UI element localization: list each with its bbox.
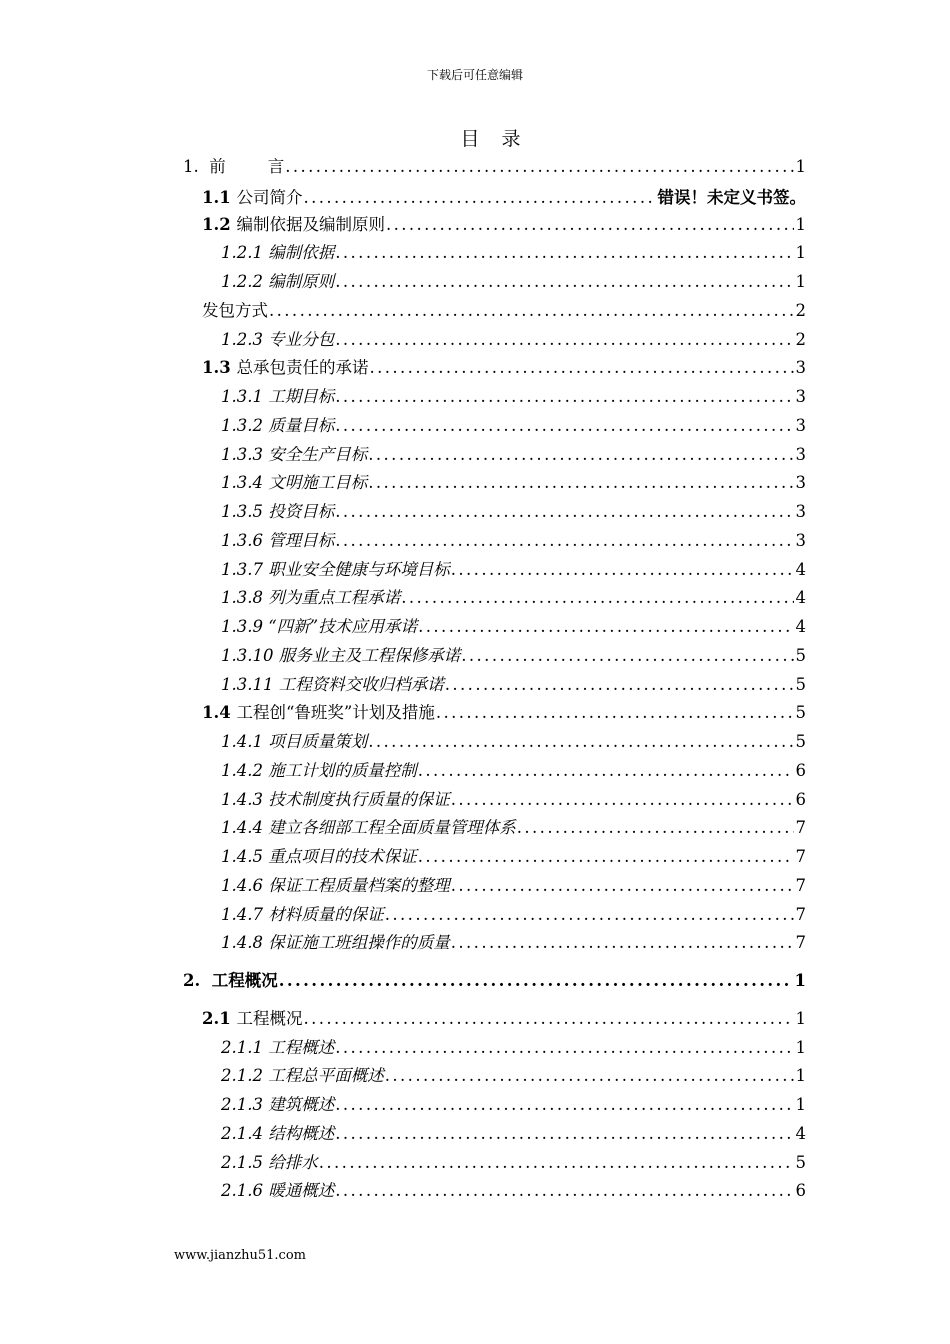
toc-entry-error: 错误！未定义书签。	[657, 187, 806, 207]
toc-entry-number: 2.1.3	[221, 1095, 269, 1114]
toc-entry-page: 5	[795, 674, 806, 694]
toc-entry-page: 1	[795, 243, 806, 263]
toc-dot-leader	[451, 558, 794, 582]
toc-entry-number: 1.3.6	[221, 530, 269, 550]
toc-entry[interactable]	[221, 1151, 806, 1175]
toc-entry-label: 给排水	[268, 1152, 318, 1172]
toc-entry-number: 1.3.11	[221, 674, 279, 694]
toc-entry-number: 1.3.4	[221, 473, 269, 493]
toc-entry-number: 1.3.2	[221, 415, 269, 435]
toc-entry[interactable]	[221, 414, 806, 438]
toc-entry[interactable]	[202, 299, 806, 323]
toc-entry-label: 职业安全健康与环境目标	[268, 559, 450, 579]
toc-entry-page: 3	[795, 530, 806, 550]
toc-entry-page: 1	[795, 214, 806, 234]
toc-entry[interactable]	[221, 874, 806, 898]
page-header: 下载后可任意编辑	[426, 68, 523, 82]
toc-entry-page: 3	[795, 387, 806, 406]
toc-entry-number: 1.4.4	[221, 818, 269, 838]
toc-entry[interactable]	[202, 186, 806, 210]
toc-dot-leader	[517, 816, 794, 840]
toc-entry[interactable]	[221, 1036, 806, 1060]
toc-entry-number: 1.3.7	[221, 559, 269, 579]
toc-entry[interactable]	[221, 558, 806, 582]
toc-entry[interactable]	[202, 356, 806, 380]
toc-dot-leader	[335, 328, 793, 352]
toc-entry-page: 7	[795, 875, 806, 895]
toc-dot-leader	[386, 213, 794, 237]
toc-entry-number: 1.4.8	[221, 933, 269, 953]
toc-entry-page: 1	[795, 157, 806, 176]
toc-entry-page: 4	[795, 1123, 806, 1143]
toc-entry-label: 专业分包	[268, 329, 335, 349]
toc-entry-page: 2	[795, 329, 806, 349]
toc-entry-label: 工程概况	[236, 1008, 303, 1028]
toc-entry[interactable]	[221, 931, 806, 955]
toc-entry-label: 材料质量的保证	[268, 904, 384, 924]
toc-entry-page: 3	[795, 358, 806, 378]
toc-dot-leader	[335, 241, 793, 265]
toc-dot-leader	[335, 385, 793, 409]
toc-dot-leader	[303, 1007, 793, 1031]
toc-entry-number: 1.4	[202, 703, 237, 723]
toc-entry-label: 编制依据及编制原则	[236, 214, 385, 234]
toc-dot-leader	[335, 529, 793, 553]
toc-entry[interactable]	[221, 471, 806, 495]
toc-dot-leader	[445, 673, 794, 697]
toc-dot-leader	[436, 701, 794, 725]
toc-dot-leader	[335, 1093, 793, 1117]
toc-entry-label: 项目质量策划	[268, 732, 368, 751]
toc-dot-leader	[418, 615, 793, 639]
toc-entry[interactable]	[183, 155, 806, 179]
toc-entry[interactable]	[221, 788, 806, 812]
toc-entry-number: 1.4.6	[221, 875, 269, 895]
toc-entry-label: 技术制度执行质量的保证	[268, 789, 450, 809]
toc-entry-page: 3	[795, 415, 806, 435]
toc-entry-number: 1.3.1	[221, 387, 269, 406]
toc-entry-number: 1.4.7	[221, 904, 269, 924]
toc-entry[interactable]	[221, 1064, 806, 1088]
toc-entry[interactable]	[221, 1122, 806, 1146]
toc-entry-page: 4	[795, 588, 806, 608]
toc-dot-leader	[335, 500, 793, 524]
toc-entry-number: 1.3.5	[221, 502, 269, 521]
toc-entry-number: 1.2	[202, 214, 237, 234]
toc-dot-leader	[368, 730, 793, 754]
toc-entry-label: 建立各细部工程全面质量管理体系	[268, 818, 516, 838]
toc-entry-label: 保证工程质量档案的整理	[268, 875, 450, 895]
toc-entry[interactable]	[221, 270, 806, 294]
toc-entry-label: 暖通概述	[268, 1181, 335, 1201]
toc-entry-page: 1	[795, 1008, 806, 1028]
toc-entry[interactable]	[221, 845, 806, 869]
toc-dot-leader	[418, 759, 794, 783]
toc-entry-number: 1.4.5	[221, 847, 269, 866]
toc-entry-page: 3	[795, 502, 806, 521]
toc-entry-number: 1.3.9	[221, 617, 269, 636]
toc-entry-label: 工程概况	[211, 971, 278, 990]
toc-dot-leader	[335, 270, 793, 294]
toc-entry-page: 3	[795, 444, 806, 464]
toc-entry[interactable]	[221, 529, 806, 553]
toc-entry-number: 2.1.6	[221, 1181, 269, 1201]
toc-entry-page: 6	[795, 1181, 806, 1201]
toc-entry-label: 工程创“鲁班奖”计划及措施	[236, 703, 435, 723]
toc-entry-page: 1	[795, 272, 806, 291]
toc-entry-page: 1	[795, 1066, 806, 1086]
toc-entry[interactable]	[221, 759, 806, 783]
toc-entry-label: 质量目标	[268, 415, 335, 435]
toc-entry[interactable]	[183, 969, 806, 993]
toc-dot-leader	[368, 471, 793, 495]
toc-entry-number: 1.4.2	[221, 760, 269, 780]
toc-entry-number: 1.2.3	[221, 329, 269, 349]
toc-entry-page: 2	[795, 300, 806, 320]
toc-entry-label: 结构概述	[268, 1123, 335, 1143]
toc-entry-number: 1.	[183, 157, 210, 176]
toc-entry-number: 2.1.2	[221, 1066, 269, 1086]
toc-entry-label: 前 言	[209, 157, 285, 176]
toc-entry[interactable]	[221, 586, 806, 610]
toc-entry-page: 4	[795, 559, 806, 579]
toc-entry-page: 7	[795, 818, 806, 838]
toc-entry-number: 1.1	[202, 187, 237, 207]
toc-dot-leader	[279, 969, 793, 993]
toc-dot-leader	[335, 1122, 793, 1146]
toc-entry-label: 总承包责任的承诺	[236, 358, 369, 378]
toc-dot-leader	[418, 845, 794, 869]
toc-dot-leader	[303, 186, 655, 210]
toc-entry[interactable]	[202, 213, 806, 237]
toc-dot-leader	[401, 586, 793, 610]
toc-entry[interactable]	[221, 615, 806, 639]
toc-entry-label: 列为重点工程承诺	[268, 588, 401, 608]
toc-entry-page: 7	[795, 904, 806, 924]
toc-entry-number: 1.4.3	[221, 789, 269, 809]
toc-dot-leader	[335, 414, 793, 438]
toc-entry[interactable]	[221, 816, 806, 840]
toc-entry-number: 2.1.1	[221, 1037, 269, 1057]
toc-entry[interactable]	[221, 500, 806, 524]
toc-dot-leader	[335, 1036, 793, 1060]
toc-dot-leader	[385, 1064, 794, 1088]
toc-entry-number: 1.3.10	[221, 645, 279, 665]
toc-entry-label: 施工计划的质量控制	[268, 760, 417, 780]
toc-entry-number: 2.1.4	[221, 1123, 269, 1143]
toc-entry-label: 投资目标	[268, 502, 335, 521]
toc-entry-label: 工程总平面概述	[268, 1066, 384, 1086]
toc-dot-leader	[319, 1151, 794, 1175]
toc-entry-page: 5	[795, 645, 806, 665]
toc-entry-page: 1	[795, 1037, 806, 1057]
toc-entry-number: 1.3.8	[221, 588, 269, 608]
toc-entry-page: 5	[795, 703, 806, 723]
toc-entry-page: 5	[795, 732, 806, 751]
toc-entry-label: 建筑概述	[268, 1095, 335, 1114]
toc-entry-label: 服务业主及工程保修承诺	[278, 645, 461, 665]
toc-entry-number: 1.2.1	[221, 243, 269, 263]
toc-dot-leader	[368, 443, 793, 467]
toc-entry[interactable]	[221, 385, 806, 409]
toc-entry-number: 2.	[183, 971, 212, 990]
toc-entry-label: 工程概述	[268, 1037, 335, 1057]
toc-dot-leader	[335, 1179, 793, 1203]
toc-entry-label: 工期目标	[268, 387, 335, 406]
toc-entry-page: 1	[794, 971, 806, 990]
toc-entry[interactable]	[221, 903, 806, 927]
toc-entry-number: 1.2.2	[221, 272, 269, 291]
toc-entry-label: 公司简介	[236, 187, 303, 207]
toc-dot-leader	[285, 155, 793, 179]
toc-dot-leader	[451, 874, 794, 898]
toc-entry[interactable]	[202, 701, 806, 725]
toc-entry[interactable]	[221, 673, 806, 697]
toc-entry-label: “四新”技术应用承诺	[268, 617, 418, 636]
toc-entry-label: 工程资料交收归档承诺	[278, 674, 444, 694]
toc-entry-number: 1.3	[202, 358, 237, 378]
toc-entry-label: 发包方式	[202, 300, 268, 320]
toc-entry-page: 7	[795, 933, 806, 953]
toc-entry-number: 2.1	[202, 1008, 237, 1028]
toc-entry-label: 重点项目的技术保证	[268, 847, 417, 866]
toc-dot-leader	[451, 788, 794, 812]
toc-entry-page: 1	[795, 1095, 806, 1114]
toc-entry-page: 7	[795, 847, 806, 866]
toc-entry[interactable]	[221, 644, 806, 668]
toc-entry-label: 编制原则	[268, 272, 335, 291]
toc-entry[interactable]	[221, 328, 806, 352]
toc-entry[interactable]	[221, 730, 806, 754]
toc-dot-leader	[461, 644, 793, 668]
footer-url: www.jianzhu51.com	[174, 1248, 306, 1263]
toc-entry-number: 1.4.1	[221, 732, 269, 751]
toc-entry-label: 管理目标	[268, 530, 335, 550]
toc-dot-leader	[369, 356, 793, 380]
toc-entry-page: 5	[795, 1152, 806, 1172]
toc-entry-page: 4	[795, 617, 806, 636]
toc-entry-page: 3	[795, 473, 806, 493]
toc-entry-page: 6	[795, 760, 806, 780]
toc-entry[interactable]	[221, 1093, 806, 1117]
toc-entry-label: 编制依据	[268, 243, 335, 263]
toc-dot-leader	[451, 931, 794, 955]
toc-entry-label: 保证施工班组操作的质量	[268, 933, 450, 953]
toc-entry[interactable]	[221, 241, 806, 265]
toc-entry[interactable]	[221, 443, 806, 467]
toc-entry-label: 文明施工目标	[268, 473, 368, 493]
toc-entry[interactable]	[202, 1007, 806, 1031]
toc-entry-number: 1.3.3	[221, 444, 269, 464]
toc-entry-page: 6	[795, 789, 806, 809]
toc-entry-number: 2.1.5	[221, 1152, 269, 1172]
toc-dot-leader	[269, 299, 794, 323]
toc-entry-label: 安全生产目标	[268, 444, 368, 464]
toc-dot-leader	[385, 903, 794, 927]
toc-entry[interactable]	[221, 1179, 806, 1203]
toc-title: 目录	[460, 128, 543, 150]
